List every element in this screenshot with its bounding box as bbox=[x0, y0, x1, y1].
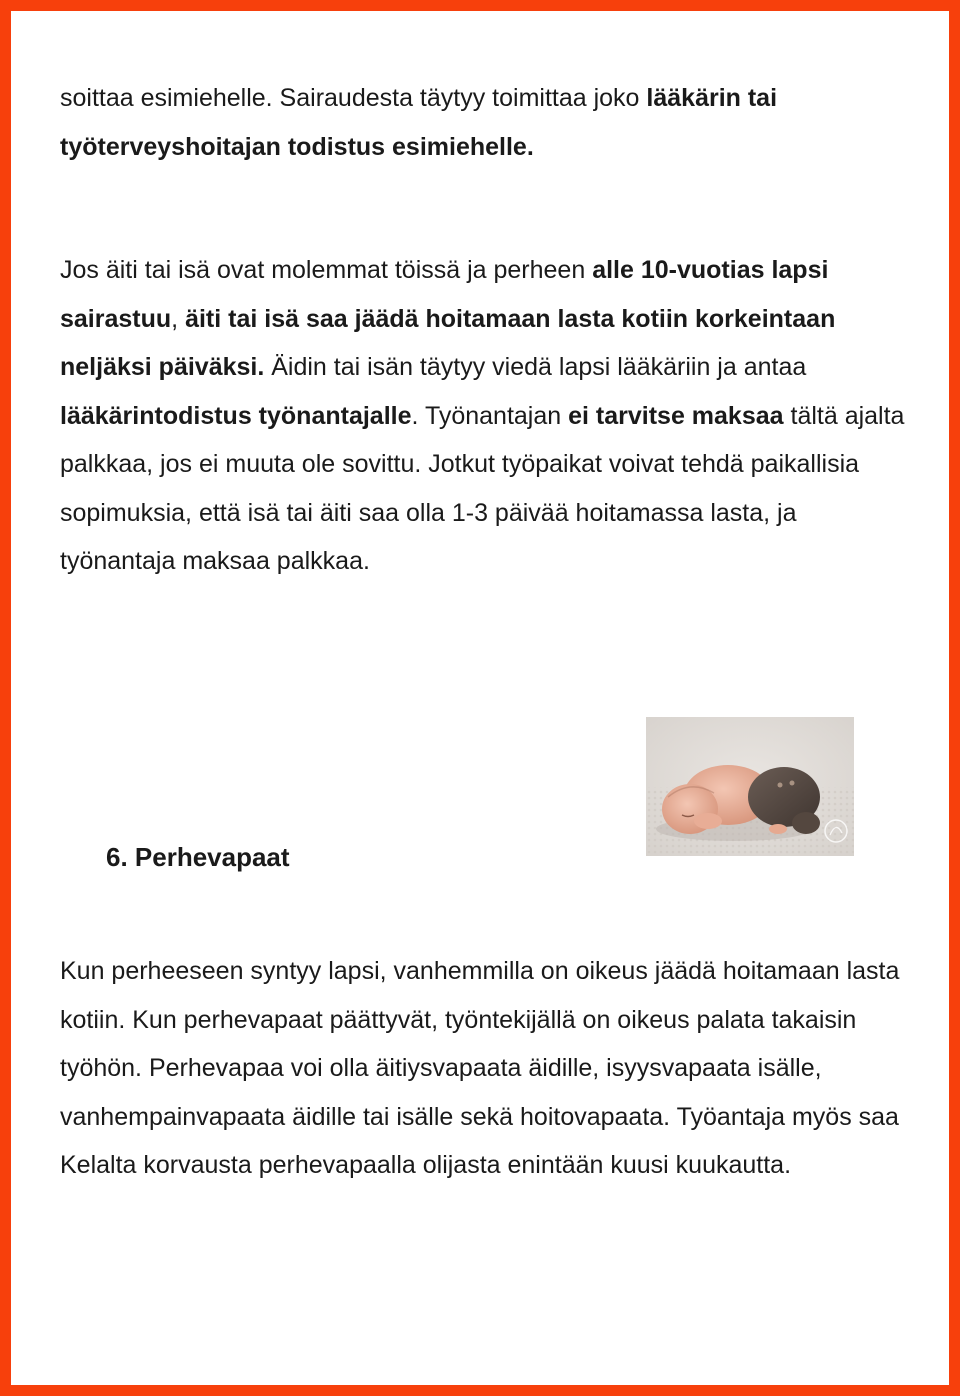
paragraph-family-leave: Kun perheeseen syntyy lapsi, vanhemmilla on oikeus jäädä hoitamaan lasta kotiin. Kun perhevapaat päättyvät, työntekijällä on oikeus palata takaisin työhön. Perhevapaa voi olla äitiysvapaata äidille, isyysvapaata isälle, vanhempainvapaata äidille tai isälle sekä hoitovapaata. Työantaja myös saa Kelalta korvausta perhevapaalla olijasta enintään kuusi kuukautta. bbox=[60, 957, 900, 1179]
text-run: . Työnantajan bbox=[411, 401, 569, 430]
text-run: Jos äiti tai isä ovat molemmat töissä ja perheen bbox=[60, 256, 593, 284]
text-run: , bbox=[171, 304, 186, 333]
section-heading: 6. Perhevapaat bbox=[106, 842, 290, 872]
bold-run: ei tarvitse maksaa bbox=[568, 401, 784, 430]
bold-run: alle 10-vuotias lapsi sairastuu bbox=[60, 256, 829, 333]
paragraph-child-sick bbox=[60, 246, 910, 586]
paragraph-sick-leave-end bbox=[60, 74, 910, 171]
bold-run: äiti tai isä saa jäädä hoitamaan lasta kotiin korkeintaan neljäksi päiväksi. bbox=[60, 304, 836, 381]
bold-run: lääkärintodistus työnantajalle bbox=[60, 401, 412, 430]
text-run: Äidin tai isän täytyy viedä lapsi lääkäriin ja antaa bbox=[264, 353, 807, 381]
bold-run: lääkärin tai työterveyshoitajan todistus esimiehelle. bbox=[60, 84, 778, 161]
baby-photo bbox=[646, 717, 854, 856]
text-run: tältä ajalta palkkaa, jos ei muuta ole sovittu. Jotkut työpaikat voivat tehdä paikallisia sopimuksia, että isä tai äiti saa olla 1-3 päivää hoitamassa lasta, ja työnantaja maksaa palkkaa. bbox=[60, 401, 905, 575]
text-run: soittaa esimiehelle. Sairaudesta täytyy toimittaa joko bbox=[60, 84, 647, 112]
